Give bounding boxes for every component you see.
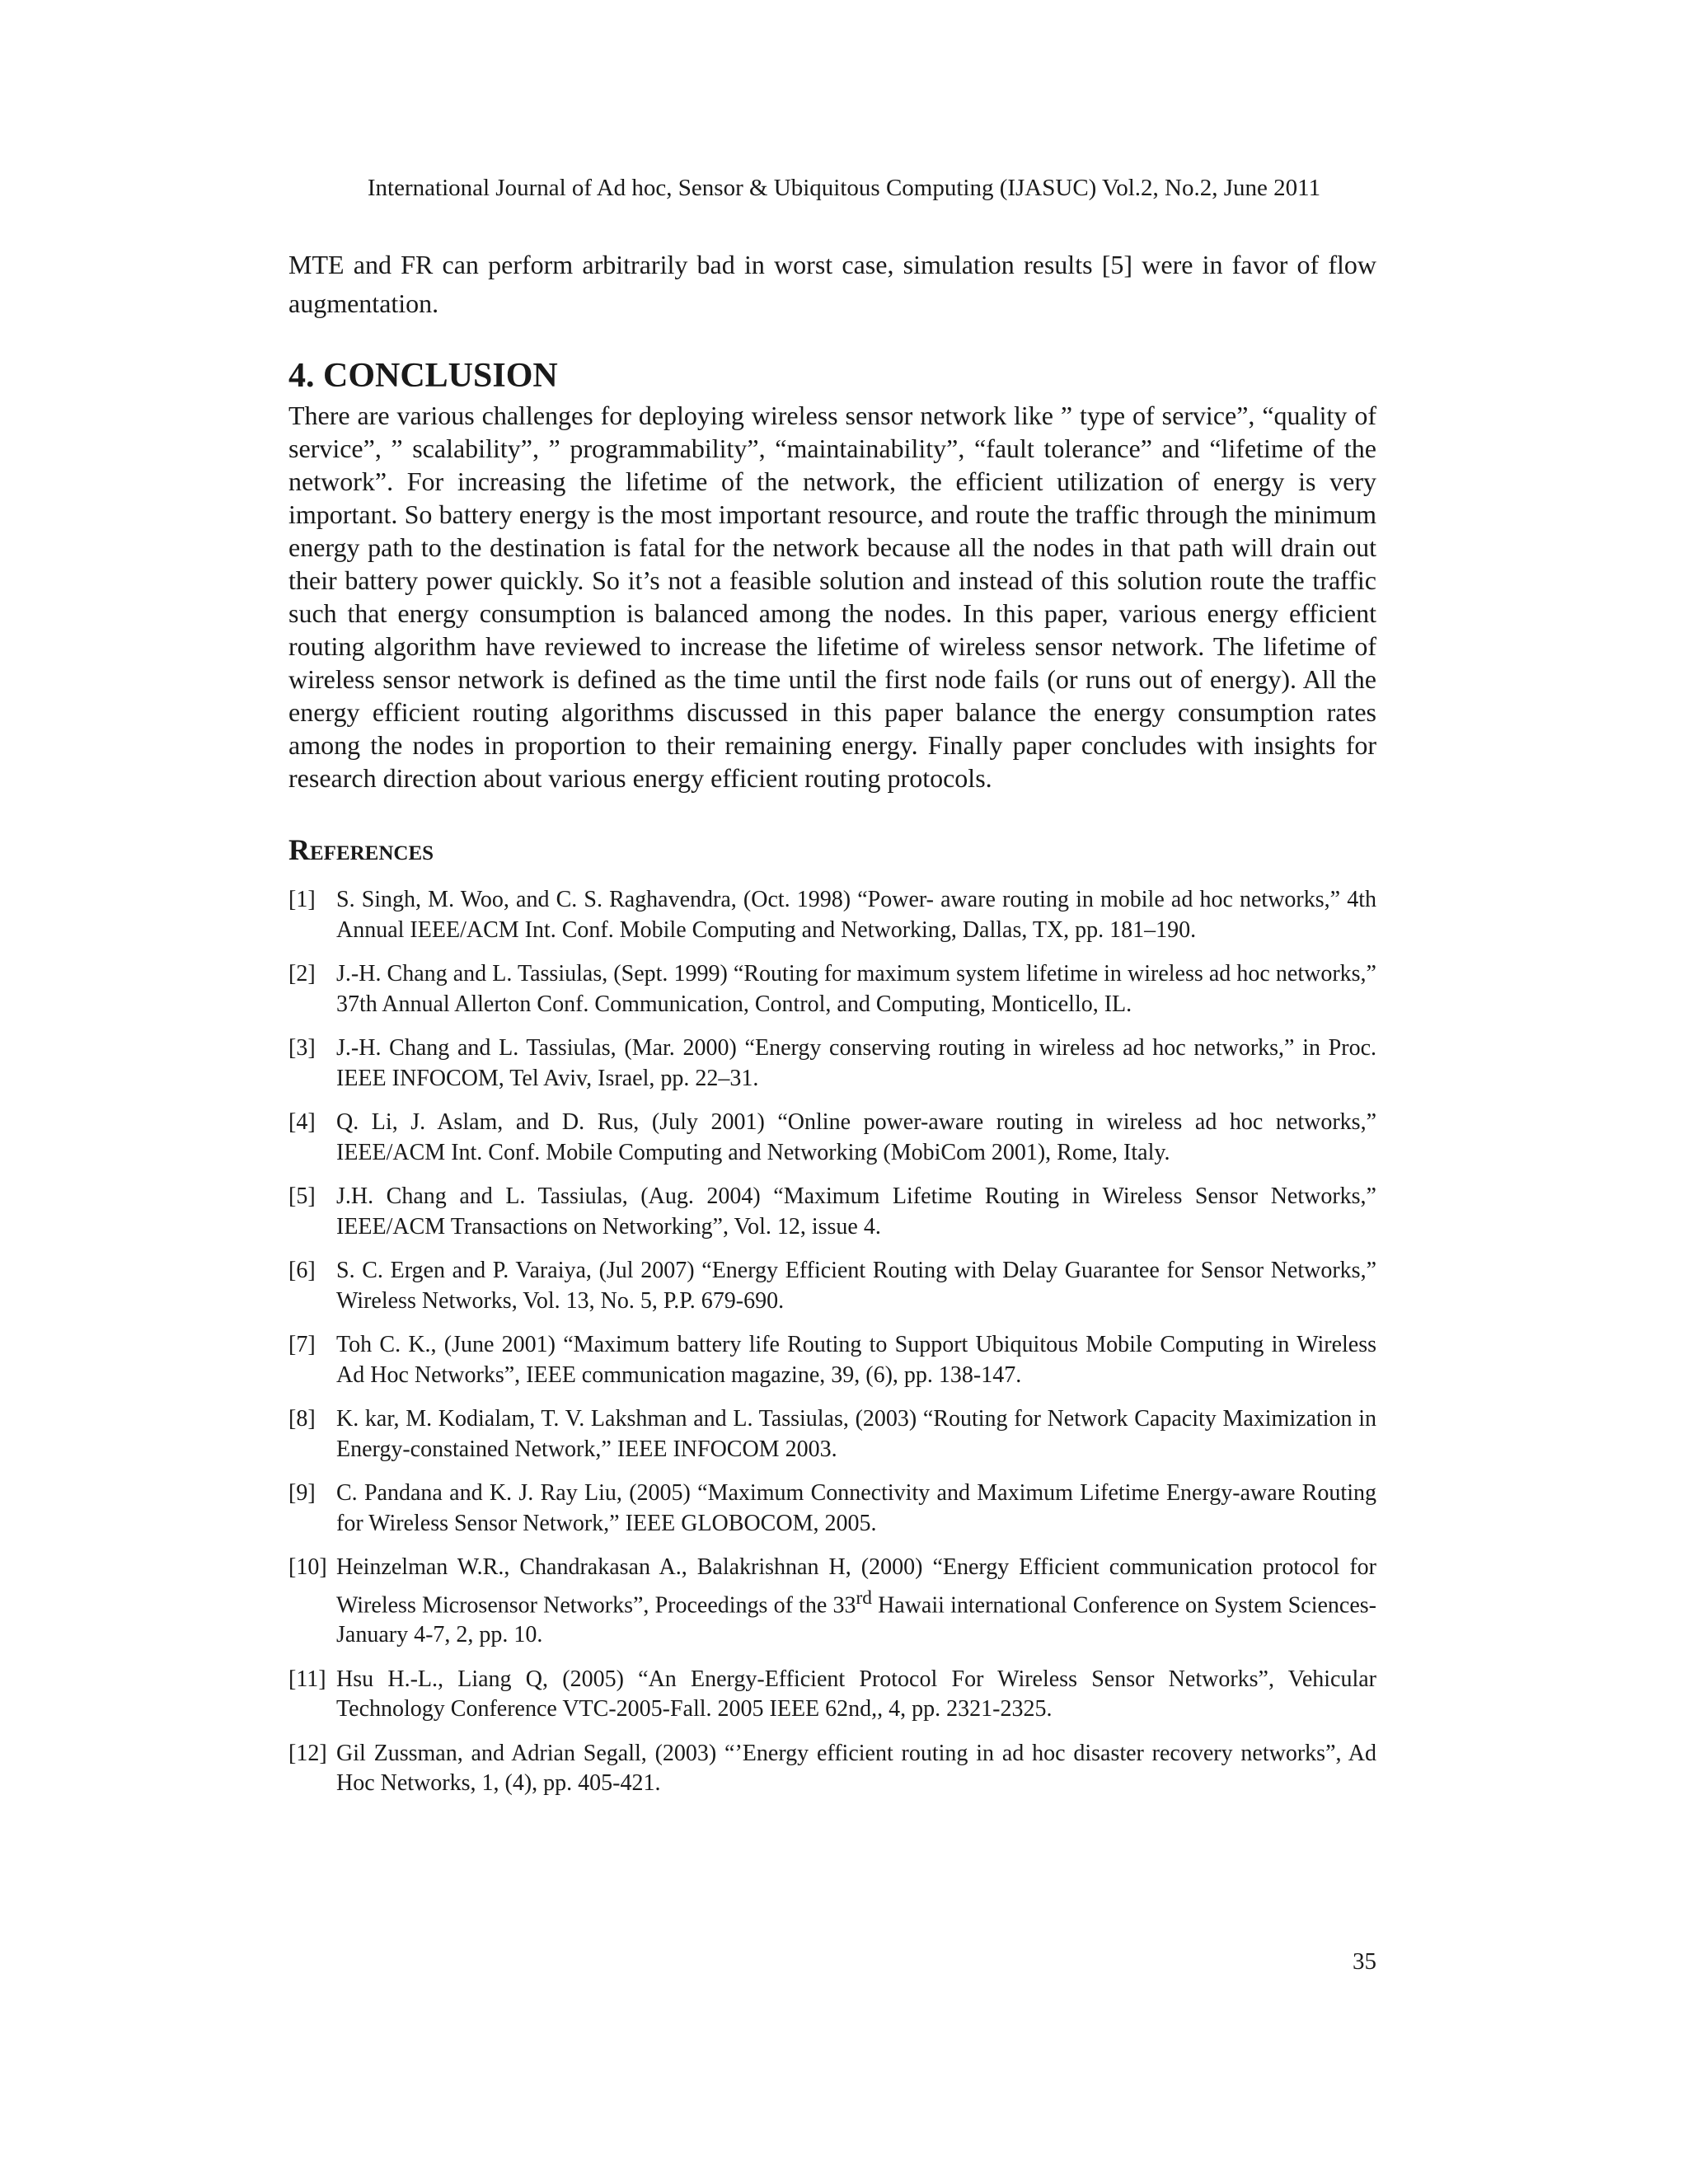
running-head: International Journal of Ad hoc, Sensor & Ubiquitous Computing (IJASUC) Vol.2, No.2, June 2011 <box>367 175 1321 201</box>
reference-text: S. Singh, M. Woo, and C. S. Raghavendra, (Oct. 1998) “Power- aware routing in mobile ad hoc networks,” 4th Annual IEEE/ACM Int. Conf. Mobile Computing and Networking, Dallas, TX, pp. 181–190. <box>336 887 1376 943</box>
reference-number: [3] <box>288 1035 316 1061</box>
reference-item <box>288 885 1376 945</box>
reference-item <box>288 1479 1376 1539</box>
conclusion-paragraph: There are various challenges for deploying wireless sensor network like ” type of service”, “quality of service”, ” scalability”, ” programmability”, “maintainability”, “fault tolerance” and “lifetime of the network”. For increasing the lifetime of the network, the efficient utilization of energy is very important. So battery energy is the most important resource, and route the traffic through the minimum energy path to the destination is fatal for the network because all the nodes in that path will drain out their battery power quickly. So it’s not a feasible solution and instead of this solution route the traffic such that energy consumption is balanced among the nodes. In this paper, various energy efficient routing algorithm have reviewed to increase the lifetime of wireless sensor network. The lifetime of wireless sensor network is defined as the time until the first node fails (or runs out of energy). All the energy efficient routing algorithms discussed in this paper balance the energy consumption rates among the nodes in proportion to their remaining energy. Finally paper concludes with insights for research direction about various energy efficient routing protocols. <box>288 401 1376 793</box>
reference-number: [1] <box>288 887 316 912</box>
reference-text: S. C. Ergen and P. Varaiya, (Jul 2007) “Energy Efficient Routing with Delay Guarantee for Sensor Networks,” Wireless Networks, Vol. 13, No. 5, P.P. 679-690. <box>336 1258 1376 1314</box>
reference-text: Q. Li, J. Aslam, and D. Rus, (July 2001) “Online power-aware routing in wireless ad hoc networks,” IEEE/ACM Int. Conf. Mobile Computing and Networking (MobiCom 2001), Rome, Italy. <box>336 1109 1376 1165</box>
reference-list <box>288 885 1376 1799</box>
reference-number: [2] <box>288 961 316 987</box>
reference-text: Gil Zussman, and Adrian Segall, (2003) “’Energy efficient routing in ad hoc disaster recovery networks”, Ad Hoc Networks, 1, (4), pp. 405-421. <box>336 1740 1376 1797</box>
reference-text: J.-H. Chang and L. Tassiulas, (Sept. 1999) “Routing for maximum system lifetime in wireless ad hoc networks,” 37th Annual Allerton Conf. Communication, Control, and Computing, Monticello, IL. <box>336 961 1376 1017</box>
reference-number: [7] <box>288 1332 316 1357</box>
reference-number: [9] <box>288 1480 316 1506</box>
reference-item <box>288 1330 1376 1390</box>
reference-number: [10] <box>288 1554 327 1580</box>
reference-number: [12] <box>288 1740 327 1766</box>
reference-text-part: Hawaii international Conference on System Sciences-January 4-7, 2, pp. 10. <box>336 1591 1376 1648</box>
reference-item <box>288 1665 1376 1725</box>
reference-number: [11] <box>288 1666 326 1692</box>
references-title: References <box>288 833 434 866</box>
reference-text: J.-H. Chang and L. Tassiulas, (Mar. 2000) “Energy conserving routing in wireless ad hoc networks,” in Proc. IEEE INFOCOM, Tel Aviv, Israel, pp. 22–31. <box>336 1035 1376 1091</box>
reference-item <box>288 1256 1376 1316</box>
reference-text-part: Heinzelman W.R., Chandrakasan A., Balakrishnan H, (2000) “Energy Efficient communication protocol for Wireless Microsensor Networks”, Proceedings of the 33 <box>336 1554 1376 1618</box>
reference-item <box>288 1404 1376 1465</box>
reference-text: K. kar, M. Kodialam, T. V. Lakshman and L. Tassiulas, (2003) “Routing for Network Capacity Maximization in Energy-constained Network,” IEEE INFOCOM 2003. <box>336 1406 1376 1462</box>
reference-item <box>288 1182 1376 1242</box>
reference-text: Toh C. K., (June 2001) “Maximum battery life Routing to Support Ubiquitous Mobile Computing in Wireless Ad Hoc Networks”, IEEE communication magazine, 39, (6), pp. 138-147. <box>336 1332 1376 1388</box>
reference-item <box>288 1108 1376 1168</box>
reference-text: C. Pandana and K. J. Ray Liu, (2005) “Maximum Connectivity and Maximum Lifetime Energy-aware Routing for Wireless Sensor Network,” IEEE GLOBOCOM, 2005. <box>336 1480 1376 1536</box>
reference-item <box>288 1739 1376 1799</box>
reference-text: Hsu H.-L., Liang Q, (2005) “An Energy-Efficient Protocol For Wireless Sensor Networks”, Vehicular Technology Conference VTC-2005-Fall. 2005 IEEE 62nd,, 4, pp. 2321-2325. <box>336 1666 1376 1722</box>
reference-number: [8] <box>288 1406 316 1432</box>
intro-paragraph: MTE and FR can perform arbitrarily bad in worst case, simulation results [5] were in favor of flow augmentation. <box>288 250 1376 318</box>
reference-text: J.H. Chang and L. Tassiulas, (Aug. 2004) “Maximum Lifetime Routing in Wireless Sensor Networks,” IEEE/ACM Transactions on Networking”, Vol. 12, issue 4. <box>336 1183 1376 1240</box>
reference-item <box>288 1033 1376 1094</box>
conclusion-title: 4. CONCLUSION <box>288 357 558 395</box>
ordinal-superscript: rd <box>856 1586 872 1609</box>
reference-item <box>288 1553 1376 1651</box>
reference-number: [5] <box>288 1183 316 1209</box>
reference-number: [4] <box>288 1109 316 1135</box>
page-number: 35 <box>1353 1948 1376 1975</box>
reference-number: [6] <box>288 1258 316 1283</box>
page-content <box>288 246 1376 1813</box>
reference-item <box>288 959 1376 1019</box>
reference-text <box>336 1553 1376 1651</box>
